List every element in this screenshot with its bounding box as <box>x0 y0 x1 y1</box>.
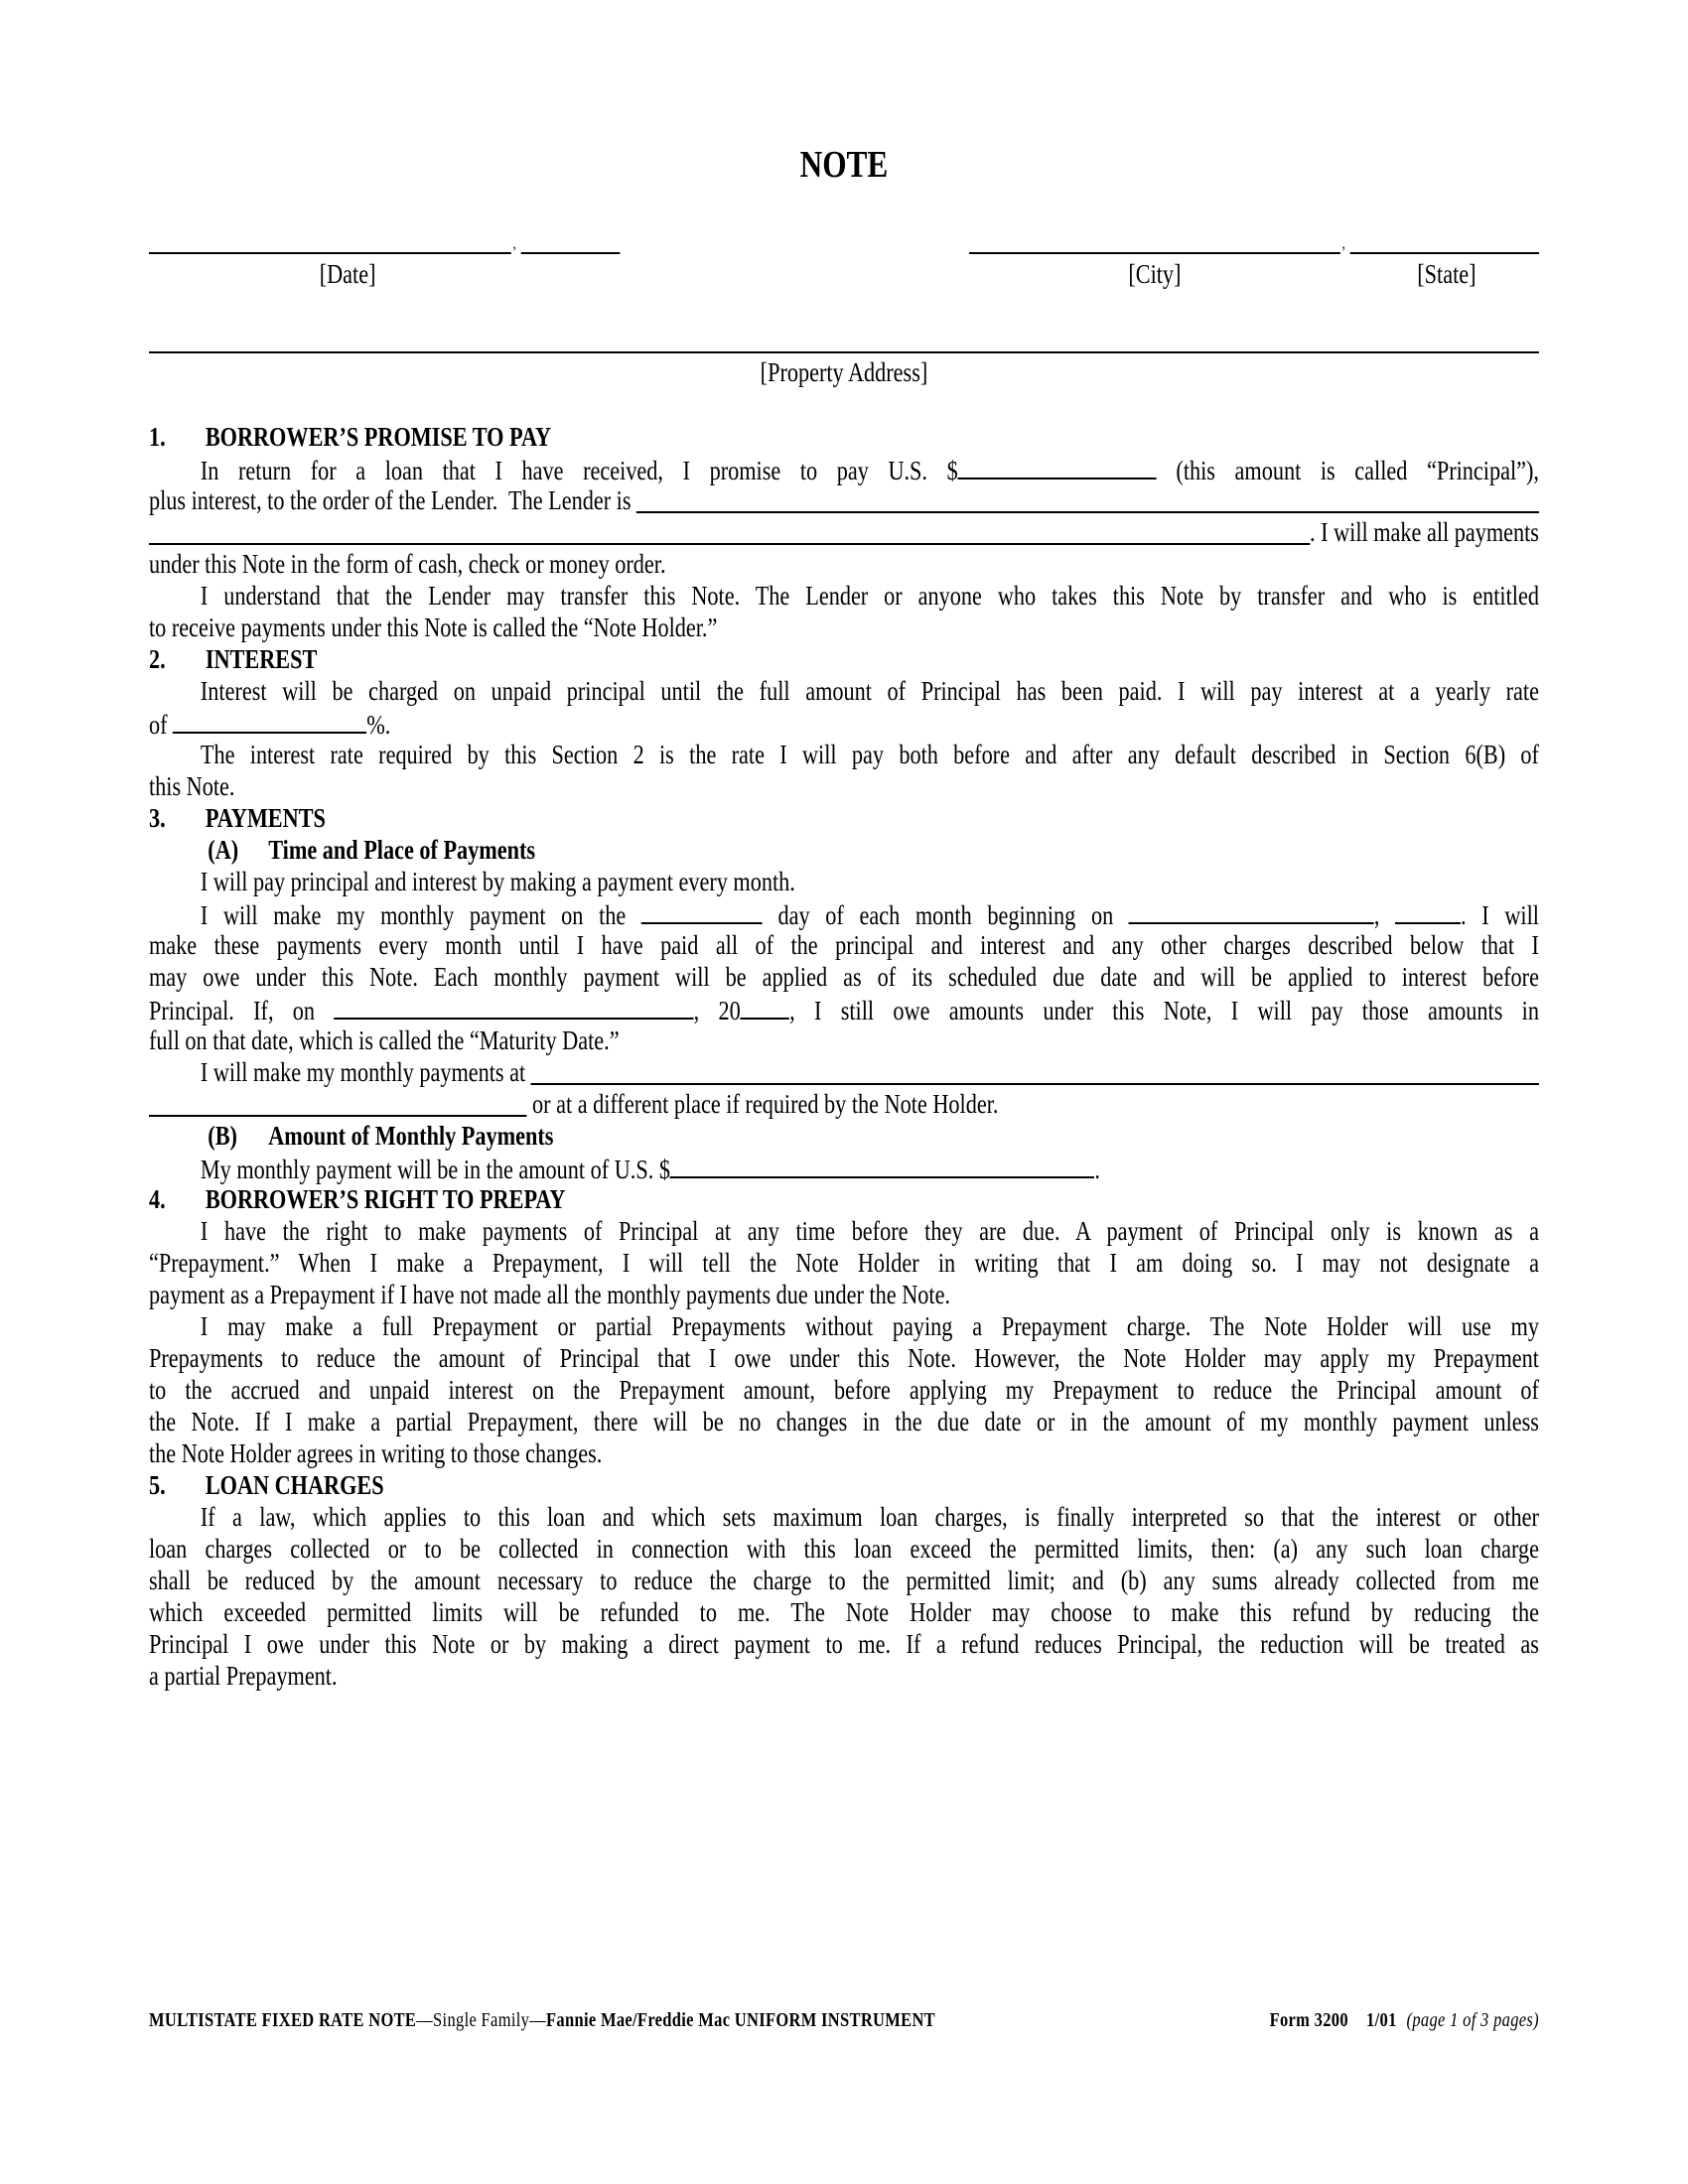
footer-instrument: Fannie Mae/Freddie Mac UNIFORM INSTRUMENT <box>546 2009 936 2031</box>
city-state-separator: , <box>1341 235 1345 252</box>
page-title: NOTE <box>799 144 889 186</box>
subsection-letter: (A) <box>208 835 239 865</box>
section-title: BORROWER’S PROMISE TO PAY <box>205 422 552 452</box>
text-run: I will make my monthly payments at <box>200 1057 531 1087</box>
text-run: Principal I owe under this Note or by making a direct payment to me. If a refund reduces Principal, the reduction will be treated as <box>149 1629 1539 1659</box>
lender-name-field-cont <box>149 516 1310 545</box>
date-field <box>149 251 511 254</box>
text-line <box>149 1152 1539 1183</box>
lender-name-field <box>636 484 1539 513</box>
footer-form-name: MULTISTATE FIXED RATE NOTE <box>149 2009 417 2031</box>
monthly-payment-amount-field <box>670 1152 1094 1178</box>
text-run: I will make my monthly payment on the <box>200 900 641 930</box>
text-run: may owe under this Note. Each monthly payment will be applied as of its scheduled due date and will be applied to interest before <box>149 962 1539 992</box>
text-line <box>149 1406 1539 1437</box>
text-line <box>149 1279 1539 1310</box>
text-line <box>149 1088 1539 1120</box>
text-run: . I will <box>1461 900 1539 930</box>
footer-page-note: (page 1 of 3 pages) <box>1406 2009 1539 2031</box>
section-heading <box>149 1183 1539 1215</box>
text-run: %. <box>366 710 391 740</box>
state-label: [State] <box>1417 259 1477 289</box>
subsection-letter: (B) <box>208 1121 237 1151</box>
text-run: which exceeded permitted limits will be refunded to me. The Note Holder may choose to make this refund by reducing the <box>149 1597 1539 1627</box>
text-line <box>149 897 1539 929</box>
payment-place-field-cont <box>149 1088 526 1117</box>
payment-day-field <box>641 897 763 924</box>
text-run: In return for a loan that I have received, I promise to pay U.S. $ <box>200 456 958 485</box>
section-number: 3. <box>149 803 166 833</box>
text-run: make these payments every month until I have paid all of the principal and interest and any other charges described below that I <box>149 930 1539 960</box>
section-heading <box>149 802 1539 834</box>
text-run: . I will make all payments <box>1310 517 1539 547</box>
first-payment-date-field <box>1129 897 1374 924</box>
subsection-title: Amount of Monthly Payments <box>268 1121 554 1151</box>
text-line <box>149 1310 1539 1342</box>
text-run: payment as a Prepayment if I have not made all the monthly payments due under the Note. <box>149 1280 951 1309</box>
text-line <box>149 516 1539 548</box>
date-year-field <box>521 251 621 254</box>
text-line <box>149 1215 1539 1247</box>
date-group <box>149 231 620 257</box>
footer-form-revision: 1/01 <box>1366 2009 1397 2031</box>
interest-rate-field <box>173 707 366 734</box>
maturity-date-field <box>334 993 693 1020</box>
text-line <box>149 993 1539 1024</box>
text-line <box>149 580 1539 612</box>
text-line <box>149 1024 1539 1056</box>
text-run: the Note. If I make a partial Prepayment, there will be no changes in the due date or in the amount of my monthly payment unless <box>149 1407 1539 1436</box>
text-run: this Note. <box>149 771 235 801</box>
payment-place-field <box>531 1056 1539 1085</box>
section-heading <box>149 1469 1539 1501</box>
text-run: shall be reduced by the amount necessary to reduce the charge to the permitted limit; and (b) any sums already collected from me <box>149 1566 1539 1595</box>
text-line <box>149 1056 1539 1088</box>
text-run: I will pay principal and interest by making a payment every month. <box>200 867 795 896</box>
text-run: of <box>149 710 174 740</box>
text-run: Principal. If, on <box>149 996 335 1025</box>
text-run: to receive payments under this Note is called the “Note Holder.” <box>149 613 718 642</box>
text-run: to the accrued and unpaid interest on the Prepayment amount, before applying my Prepayment to reduce the Principal amount of <box>149 1375 1539 1405</box>
text-line <box>149 453 1539 484</box>
date-separator: , <box>512 235 516 252</box>
text-line <box>149 929 1539 961</box>
footer-form-info <box>1270 2005 1539 2035</box>
text-line <box>149 675 1539 707</box>
text-line <box>149 707 1539 739</box>
section-title: INTEREST <box>205 644 318 674</box>
subsection-heading <box>149 834 1539 866</box>
state-field <box>1350 251 1539 254</box>
text-run: If a law, which applies to this loan and which sets maximum loan charges, is finally interpreted so that the interest or other <box>200 1502 1539 1532</box>
text-run: full on that date, which is called the “Maturity Date.” <box>149 1025 620 1055</box>
text-line <box>149 548 1539 580</box>
text-line <box>149 739 1539 770</box>
header-labels <box>149 259 1539 289</box>
property-address-label: [Property Address] <box>760 357 928 387</box>
text-run: or at a different place if required by the Note Holder. <box>526 1089 999 1119</box>
content <box>149 421 1539 1692</box>
text-run: under this Note in the form of cash, check or money order. <box>149 549 666 579</box>
section-heading <box>149 643 1539 675</box>
text-line <box>149 1596 1539 1628</box>
text-line <box>149 1374 1539 1406</box>
text-line <box>149 770 1539 802</box>
text-run: (this amount is called “Principal”), <box>1156 456 1539 485</box>
text-line <box>149 866 1539 897</box>
section-number: 2. <box>149 644 166 674</box>
principal-amount-field <box>958 453 1157 479</box>
text-line <box>149 1533 1539 1565</box>
text-line <box>149 1660 1539 1692</box>
text-line <box>149 1247 1539 1279</box>
section-heading <box>149 421 1539 453</box>
footer-form-number: Form 3200 <box>1269 2009 1348 2031</box>
text-run: Interest will be charged on unpaid principal until the full amount of Principal has been paid. I will pay interest at a yearly rate <box>200 676 1539 706</box>
page-footer <box>149 2005 1539 2035</box>
city-field <box>969 251 1340 254</box>
text-run: loan charges collected or to be collected in connection with this loan exceed the permitted limits, then: (a) any such loan charge <box>149 1534 1539 1564</box>
date-label: [Date] <box>319 259 376 289</box>
text-line <box>149 1437 1539 1469</box>
maturity-year-field <box>741 993 789 1020</box>
text-run: The interest rate required by this Section 2 is the rate I will pay both before and after any default described in Section 6(B) of <box>200 740 1539 769</box>
city-label: [City] <box>1128 259 1182 289</box>
section-title: BORROWER’S RIGHT TO PREPAY <box>205 1184 566 1214</box>
subsection-heading <box>149 1120 1539 1152</box>
text-run: , I still owe amounts under this Note, I will pay those amounts in <box>789 996 1539 1025</box>
text-line <box>149 1342 1539 1374</box>
footer-family-type: —Single Family— <box>416 2009 547 2031</box>
text-run: I have the right to make payments of Principal at any time before they are due. A payment of Principal only is known as a <box>200 1216 1539 1246</box>
text-run: I may make a full Prepayment or partial Prepayments without paying a Prepayment charge. The Note Holder will use my <box>200 1311 1539 1341</box>
text-line <box>149 1565 1539 1596</box>
city-state-group <box>969 231 1539 257</box>
text-run: “Prepayment.” When I make a Prepayment, I will tell the Note Holder in writing that I am doing so. I may not designate a <box>149 1248 1539 1278</box>
text-line <box>149 612 1539 643</box>
text-run: . <box>1094 1155 1100 1184</box>
text-line <box>149 1628 1539 1660</box>
text-run: I understand that the Lender may transfer this Note. The Lender or anyone who takes this Note by transfer and who is entitled <box>200 581 1539 611</box>
text-run: My monthly payment will be in the amount of U.S. $ <box>200 1155 670 1184</box>
text-run: the Note Holder agrees in writing to those changes. <box>149 1438 603 1468</box>
text-run: , 20 <box>693 996 741 1025</box>
page-body <box>149 0 1539 2184</box>
page-header <box>149 225 1539 257</box>
text-run: a partial Prepayment. <box>149 1661 338 1691</box>
text-run: Prepayments to reduce the amount of Principal that I owe under this Note. However, the Note Holder may apply my Prepayment <box>149 1343 1539 1373</box>
property-address-field <box>149 320 1539 353</box>
section-title: LOAN CHARGES <box>205 1470 384 1500</box>
first-payment-year-field <box>1395 897 1461 924</box>
text-line <box>149 1501 1539 1533</box>
text-run: , <box>1373 900 1396 930</box>
subsection-title: Time and Place of Payments <box>268 835 536 865</box>
text-line <box>149 961 1539 993</box>
section-number: 5. <box>149 1470 166 1500</box>
text-run: day of each month beginning on <box>762 900 1129 930</box>
text-line <box>149 484 1539 516</box>
text-run: plus interest, to the order of the Lender. The Lender is <box>149 485 637 515</box>
section-title: PAYMENTS <box>205 803 326 833</box>
section-number: 4. <box>149 1184 166 1214</box>
section-number: 1. <box>149 422 166 452</box>
